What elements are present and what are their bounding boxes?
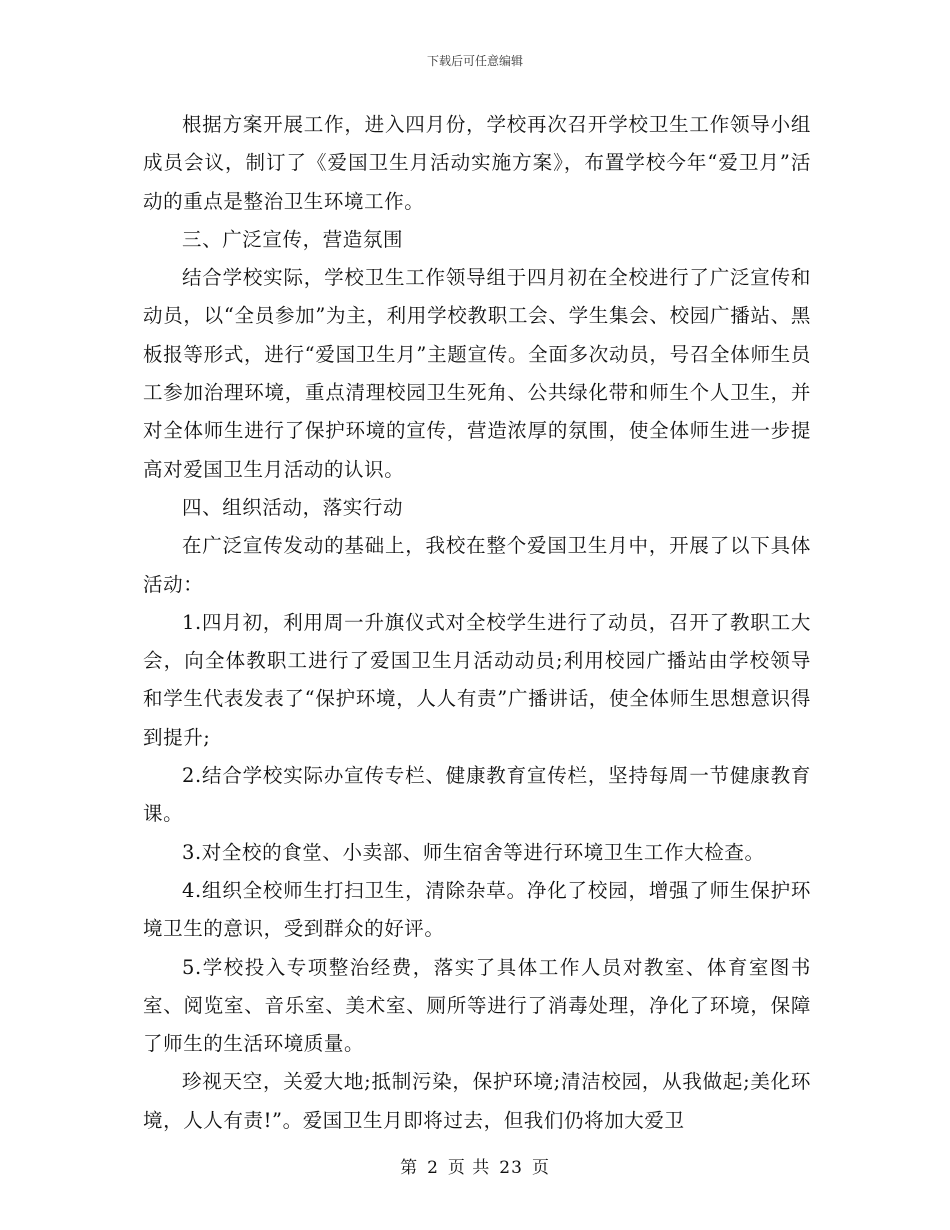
paragraph: 在广泛宣传发动的基础上，我校在整个爱国卫生月中，开展了以下具体活动： (143, 534, 811, 596)
paragraph: 珍视天空，关爱大地;抵制污染，保护环境;清洁校园，从我做起;美化环境，人人有责!”。爱国卫生月即将过去，但我们仍将加大爱卫 (143, 1070, 811, 1132)
section-heading: 四、组织活动，落实行动 (182, 495, 404, 519)
current-page-number: 2 (427, 1158, 439, 1178)
page-footer (0, 1153, 950, 1178)
header-note: 下载后可任意编辑 (426, 54, 523, 68)
document-body (143, 106, 811, 1140)
list-item: 1.四月初，利用周一升旗仪式对全校学生进行了动员，召开了教职工大会，向全体教职工进行了爱国卫生月活动动员;利用校园广播站由学校领导和学生代表发表了“保护环境，人人有责”广播讲话，使全体师生思想意识得到提升; (143, 610, 811, 749)
paragraph: 结合学校实际，学校卫生工作领导组于四月初在全校进行了广泛宣传和动员，以“全员参加”为主，利用学校教职工会、学生集会、校园广播站、黑板报等形式，进行“爱国卫生月”主题宣传。全面多次动员，号召全体师生员工参加治理环境，重点清理校园卫生死角、公共绿化带和师生个人卫生，并对全体师生进行了保护环境的宣传，营造浓厚的氛围，使全体师生进一步提高对爱国卫生月活动的认识。 (143, 266, 811, 481)
paragraph: 根据方案开展工作，进入四月份，学校再次召开学校卫生工作领导小组成员会议，制订了《爱国卫生月活动实施方案》，布置学校今年“爱卫月”活动的重点是整治卫生环境工作。 (143, 113, 811, 213)
total-pages-number: 23 (499, 1158, 523, 1178)
section-heading: 三、广泛宣传，营造氛围 (182, 227, 404, 251)
list-item: 2.结合学校实际办宣传专栏、健康教育宣传栏，坚持每周一节健康教育课。 (143, 764, 811, 826)
footer-suffix: 页 (531, 1158, 550, 1178)
list-item: 5.学校投入专项整治经费，落实了具体工作人员对教室、体育室图书室、阅览室、音乐室、美术室、厕所等进行了消毒处理，净化了环境，保障了师生的生活环境质量。 (143, 955, 811, 1056)
list-item: 3.对全校的食堂、小卖部、师生宿舍等进行环境卫生工作大检查。 (182, 840, 765, 864)
list-item: 4.组织全校师生打扫卫生，清除杂草。净化了校园，增强了师生保护环境卫生的意识，受到群众的好评。 (143, 878, 811, 941)
footer-middle: 页 共 (447, 1158, 491, 1178)
footer-prefix: 第 (400, 1158, 419, 1178)
